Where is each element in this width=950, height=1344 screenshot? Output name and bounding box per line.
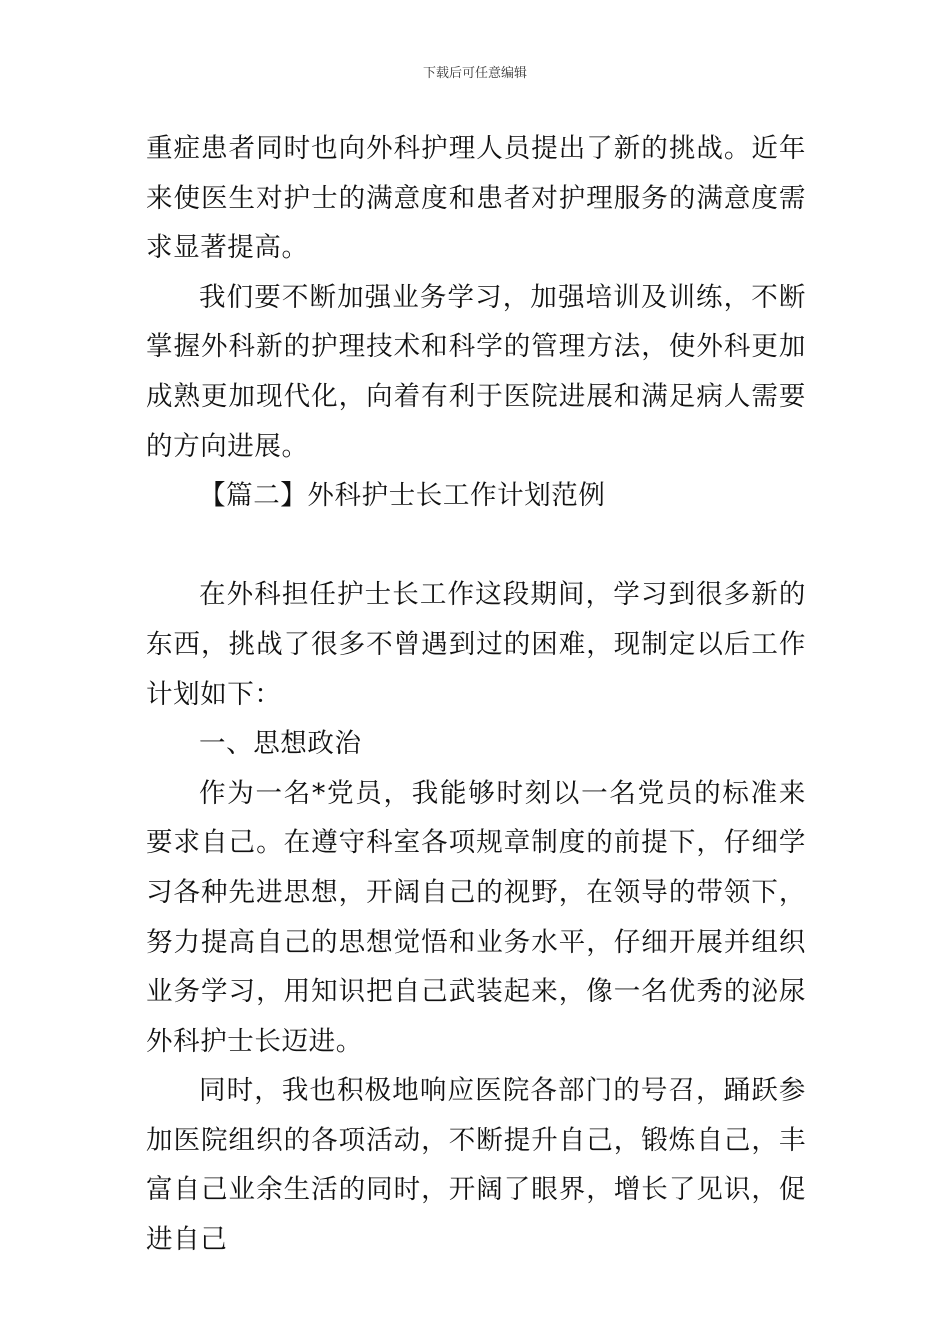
paragraph-activities: 同时，我也积极地响应医院各部门的号召，踊跃参加医院组织的各项活动，不断提升自己，锻炼自己，丰富自己业余生活的同时，开阔了眼界，增长了见识，促进自己 xyxy=(146,1075,806,1256)
blank-line xyxy=(146,521,806,571)
subheading-politics: 一、思想政治 xyxy=(199,728,362,760)
paragraph-intro: 在外科担任护士长工作这段期间，学习到很多新的东西，挑战了很多不曾遇到过的困难，现制定以后工作计划如下： xyxy=(146,579,806,710)
document-body xyxy=(146,124,806,1265)
paragraph-challenge: 重症患者同时也向外科护理人员提出了新的挑战。近年来使医生对护士的满意度和患者对护理服务的满意度需求显著提高。 xyxy=(146,133,806,264)
section-title: 【篇二】外科护士长工作计划范例 xyxy=(199,480,606,512)
paragraph-learning: 我们要不断加强业务学习，加强培训及训练，不断掌握外科新的护理技术和科学的管理方法，使外科更加成熟更加现代化，向着有利于医院进展和满足病人需要的方向进展。 xyxy=(146,281,806,462)
page-header: 下载后可任意编辑 xyxy=(422,66,527,81)
paragraph-party-member: 作为一名*党员，我能够时刻以一名党员的标准来要求自己。在遵守科室各项规章制度的前提下，仔细学习各种先进思想，开阔自己的视野，在领导的带领下，努力提高自己的思想觉悟和业务水平，仔细开展并组织业务学习，用知识把自己武装起来，像一名优秀的泌尿外科护士长迈进。 xyxy=(146,777,806,1057)
